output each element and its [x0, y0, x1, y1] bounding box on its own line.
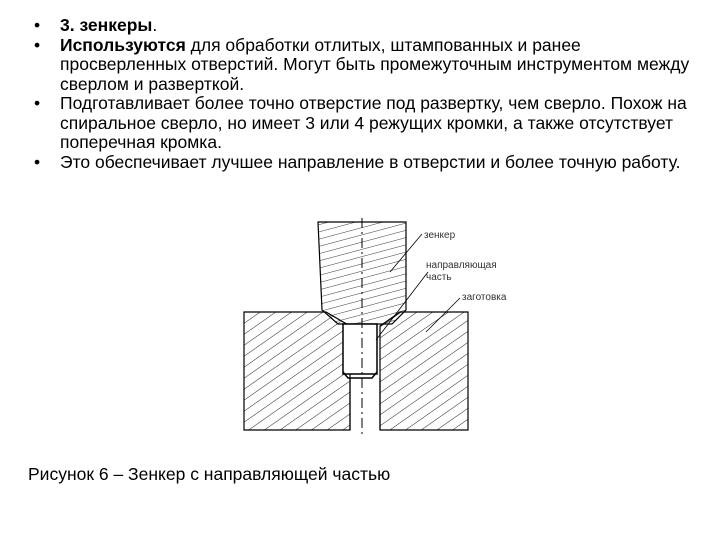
- bullet-2-bold: Используются: [60, 34, 186, 55]
- label-guide-2: часть: [426, 272, 452, 283]
- bullet-marker: •: [34, 93, 41, 113]
- bullet-marker: •: [34, 34, 41, 55]
- countersink-diagram: [230, 212, 530, 442]
- bullet-item-4: [34, 153, 704, 173]
- label-workpiece: заготовка: [462, 292, 507, 303]
- workpiece-right: [380, 312, 468, 430]
- workpiece-left: [244, 312, 350, 430]
- bullet-item-2: [34, 36, 704, 95]
- bullet-3-text: Подготавливает более точно отверстие под развертку, чем сверло. Похож на спиральное сверло, но имеет 3 или 4 режущих кромки, а также отсутствует поперечная кромка.: [60, 93, 687, 152]
- bullet-2-text: для обработки отлитых, штампованных и ранее просверленных отверстий. Могут быть промежуточным инструментом между сверлом и разверткой.: [60, 34, 690, 94]
- bullet-item-3: [34, 94, 704, 153]
- guide-part: [343, 324, 377, 374]
- bullet-1-bold: 3. зенкеры: [60, 15, 153, 35]
- figure-caption: Рисунок 6 – Зенкер с направляющей частью: [28, 464, 391, 484]
- bullet-marker: •: [34, 151, 41, 172]
- bullet-marker: •: [34, 15, 41, 35]
- bullet-item-1: [34, 16, 704, 36]
- bullet-4-text: Это обеспечивает лучшее направление в отверстии и более точную работу.: [60, 151, 681, 172]
- bullet-list: [34, 16, 704, 172]
- label-guide-1: направляющая: [426, 260, 497, 271]
- label-tool: зенкер: [424, 230, 456, 241]
- bullet-1-text: .: [152, 15, 158, 35]
